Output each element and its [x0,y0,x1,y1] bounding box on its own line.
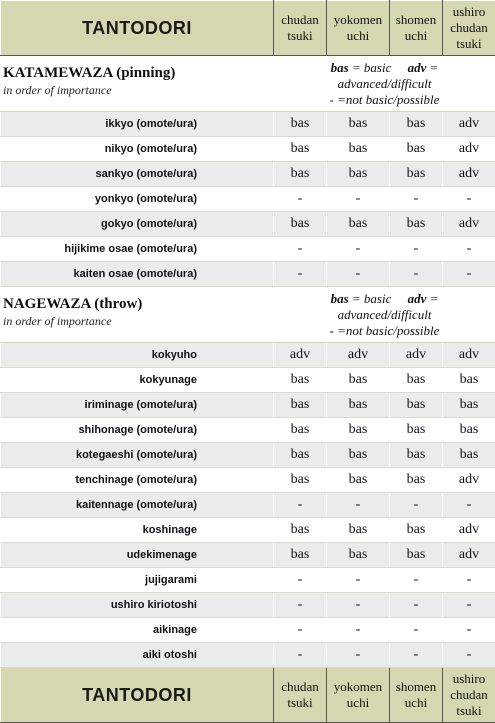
table-row [1,618,495,643]
table-row [1,393,495,418]
value-cell: bas [390,443,443,468]
value-cell: bas [327,393,390,418]
value-cell: adv [443,212,495,237]
value-cell: adv [443,343,495,368]
value-cell: bas [390,368,443,393]
value-cell: - [274,187,327,212]
value-cell: bas [390,162,443,187]
value-cell: - [390,187,443,212]
value-cell: adv [390,343,443,368]
value-cell: bas [274,543,327,568]
footer-title: TANTODORI [1,668,274,723]
value-cell: bas [443,393,495,418]
table-row [1,343,495,368]
technique-name: kaiten osae (omote/ura) [1,262,274,287]
value-cell: - [390,593,443,618]
value-cell: bas [274,212,327,237]
value-cell: bas [390,112,443,137]
value-cell: bas [390,468,443,493]
footer-col-ushiro-chudan-tsuki: ushiro chudan tsuki [443,668,495,723]
value-cell: adv [443,518,495,543]
section-subtitle: in order of importance [3,82,273,98]
value-cell: - [443,237,495,262]
header-col-yokomen-uchi: yokomen uchi [327,1,390,56]
value-cell: - [327,187,390,212]
value-cell: bas [327,212,390,237]
value-cell: bas [274,418,327,443]
technique-name: kotegaeshi (omote/ura) [1,443,274,468]
header-title: TANTODORI [1,1,274,56]
value-cell: bas [327,418,390,443]
table-row [1,137,495,162]
technique-name: aiki otoshi [1,643,274,668]
value-cell: bas [327,137,390,162]
table-row [1,443,495,468]
value-cell: bas [390,418,443,443]
value-cell: - [443,262,495,287]
technique-name: kokyuho [1,343,274,368]
value-cell: bas [327,112,390,137]
value-cell: - [443,493,495,518]
footer-col-shomen-uchi: shomen uchi [390,668,443,723]
value-cell: bas [443,443,495,468]
technique-name: yonkyo (omote/ura) [1,187,274,212]
value-cell: - [390,237,443,262]
value-cell: bas [274,468,327,493]
header-col-shomen-uchi: shomen uchi [390,1,443,56]
value-cell: - [390,493,443,518]
value-cell: bas [327,443,390,468]
value-cell: bas [274,162,327,187]
table-row [1,568,495,593]
value-cell: bas [327,162,390,187]
value-cell: bas [390,137,443,162]
katamewaza-rows [1,112,495,287]
value-cell: - [274,493,327,518]
value-cell: bas [327,468,390,493]
value-cell: - [274,593,327,618]
value-cell: adv [443,543,495,568]
technique-name: shihonage (omote/ura) [1,418,274,443]
table-row [1,212,495,237]
value-cell: bas [274,137,327,162]
value-cell: - [327,568,390,593]
footer-row [1,668,495,723]
value-cell: - [327,593,390,618]
technique-name: jujigarami [1,568,274,593]
value-cell: - [443,568,495,593]
technique-name: ushiro kiriotoshi [1,593,274,618]
value-cell: - [274,237,327,262]
technique-name: iriminage (omote/ura) [1,393,274,418]
value-cell: adv [443,468,495,493]
table-row [1,643,495,668]
header-col-ushiro-chudan-tsuki: ushiro chudan tsuki [443,1,495,56]
value-cell: adv [443,137,495,162]
section-header-katamewaza [1,56,495,112]
value-cell: bas [274,393,327,418]
value-cell: - [390,618,443,643]
table-row [1,493,495,518]
value-cell: - [443,593,495,618]
section-title-cell [1,287,274,343]
value-cell: bas [390,212,443,237]
value-cell: adv [443,162,495,187]
value-cell: bas [390,518,443,543]
value-cell: bas [274,518,327,543]
value-cell: bas [390,543,443,568]
table-row [1,262,495,287]
value-cell: - [327,237,390,262]
table-row [1,418,495,443]
section-header-nagewaza [1,287,495,343]
table-row [1,237,495,262]
technique-name: kokyunage [1,368,274,393]
value-cell: bas [274,368,327,393]
value-cell: - [390,568,443,593]
footer-col-yokomen-uchi: yokomen uchi [327,668,390,723]
value-cell: - [327,618,390,643]
header-row [1,1,495,56]
table-row [1,518,495,543]
section-name: KATAMEWAZA (pinning) [3,64,273,82]
value-cell: bas [274,443,327,468]
value-cell: - [327,262,390,287]
table-row [1,187,495,212]
value-cell: - [443,187,495,212]
value-cell: - [390,643,443,668]
table-row [1,368,495,393]
value-cell: bas [443,368,495,393]
value-cell: adv [443,112,495,137]
section-title-cell [1,56,274,112]
technique-name: ikkyo (omote/ura) [1,112,274,137]
value-cell: adv [274,343,327,368]
table-row [1,593,495,618]
table-row [1,112,495,137]
value-cell: - [274,568,327,593]
value-cell: adv [327,343,390,368]
footer-col-chudan-tsuki: chudan tsuki [274,668,327,723]
value-cell: bas [390,393,443,418]
technique-name: tenchinage (omote/ura) [1,468,274,493]
value-cell: bas [443,418,495,443]
value-cell: bas [274,112,327,137]
technique-name: hijikime osae (omote/ura) [1,237,274,262]
table-row [1,543,495,568]
value-cell: - [390,262,443,287]
value-cell: bas [327,518,390,543]
header-col-chudan-tsuki: chudan tsuki [274,1,327,56]
legend: bas = basic adv = advanced/difficult - =not basic/possible [274,287,495,343]
legend: bas = basic adv = advanced/difficult - =not basic/possible [274,56,495,112]
value-cell: - [327,493,390,518]
value-cell: - [443,643,495,668]
technique-name: aikinage [1,618,274,643]
nagewaza-rows [1,343,495,668]
technique-name: udekimenage [1,543,274,568]
technique-name: nikyo (omote/ura) [1,137,274,162]
value-cell: - [274,643,327,668]
value-cell: - [274,618,327,643]
value-cell: - [443,618,495,643]
technique-name: sankyo (omote/ura) [1,162,274,187]
value-cell: - [327,643,390,668]
value-cell: bas [327,368,390,393]
technique-name: gokyo (omote/ura) [1,212,274,237]
section-subtitle: in order of importance [3,313,273,329]
table-row [1,468,495,493]
value-cell: - [274,262,327,287]
technique-name: koshinage [1,518,274,543]
technique-name: kaitennage (omote/ura) [1,493,274,518]
section-name: NAGEWAZA (throw) [3,295,273,313]
table-row [1,162,495,187]
value-cell: bas [327,543,390,568]
